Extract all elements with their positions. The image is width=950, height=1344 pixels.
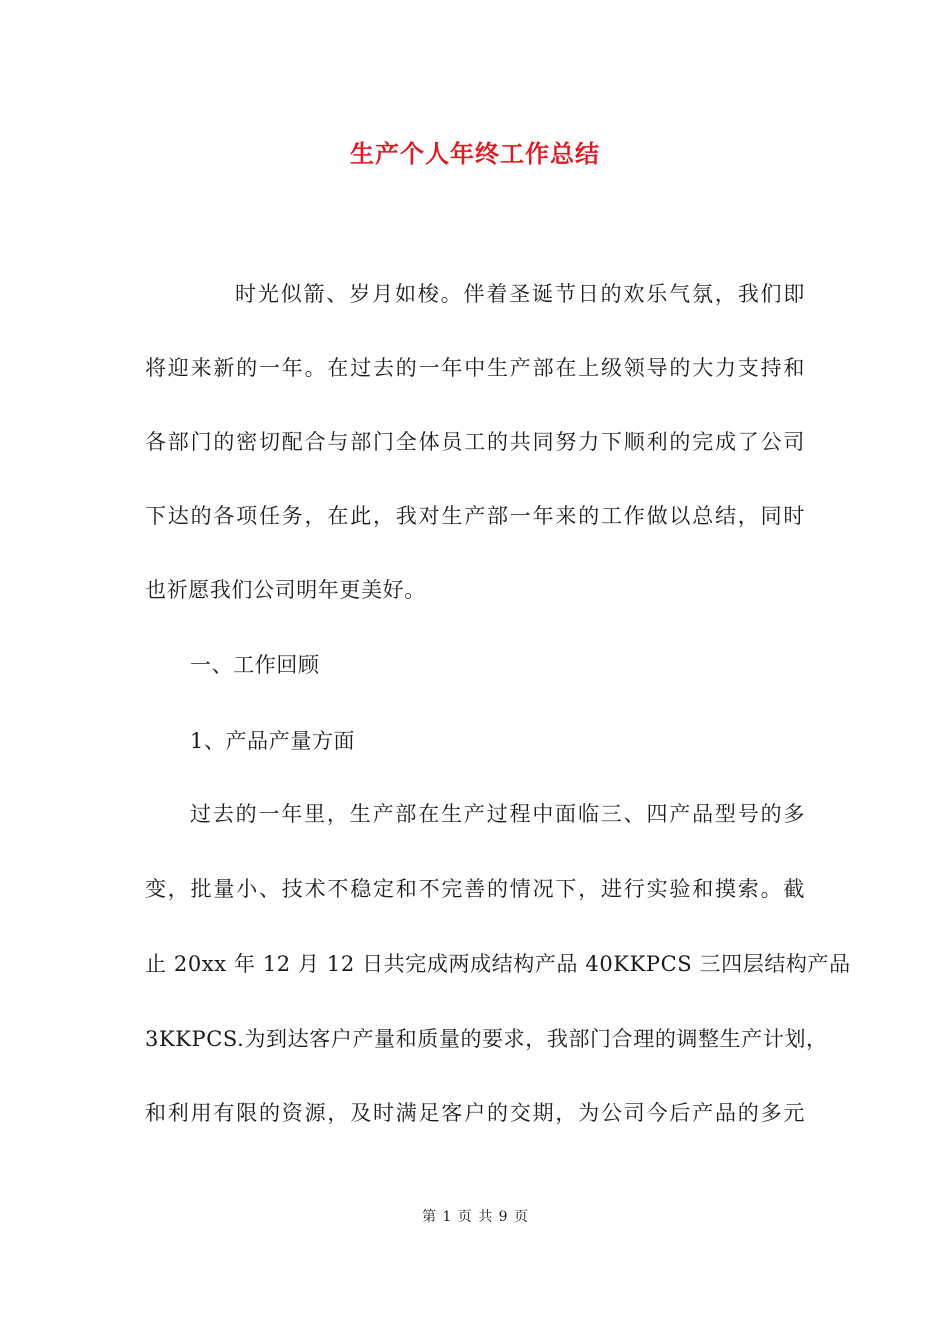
page-footer: 第 1 页 共 9 页 [421,1209,529,1225]
paragraph-line: 各部门的密切配合与部门全体员工的共同努力下顺利的完成了公司 [145,430,805,454]
paragraph-line: 3KKPCS.为到达客户产量和质量的要求，我部门合理的调整生产计划， [145,1027,828,1051]
subsection-heading: 1、产品产量方面 [190,729,356,753]
paragraph-line: 止 20xx 年 12 月 12 日共完成两成结构产品 40KKPCS 三四层结构产品 [145,952,851,976]
paragraph-line: 时光似箭、岁月如梭。伴着圣诞节日的欢乐气氛，我们即 [235,282,805,306]
paragraph-line: 变，批量小、技术不稳定和不完善的情况下，进行实验和摸索。截 [145,877,805,901]
document-title: 生产个人年终工作总结 [350,139,600,168]
paragraph-line: 下达的各项任务，在此，我对生产部一年来的工作做以总结，同时 [145,504,805,528]
paragraph-line: 和利用有限的资源，及时满足客户的交期，为公司今后产品的多元 [145,1101,805,1125]
paragraph-line: 过去的一年里，生产部在生产过程中面临三、四产品型号的多 [190,802,805,826]
paragraph-line: 也祈愿我们公司明年更美好。 [145,578,426,602]
section-heading: 一、工作回顾 [190,653,320,677]
paragraph-line: 将迎来新的一年。在过去的一年中生产部在上级领导的大力支持和 [145,356,805,380]
